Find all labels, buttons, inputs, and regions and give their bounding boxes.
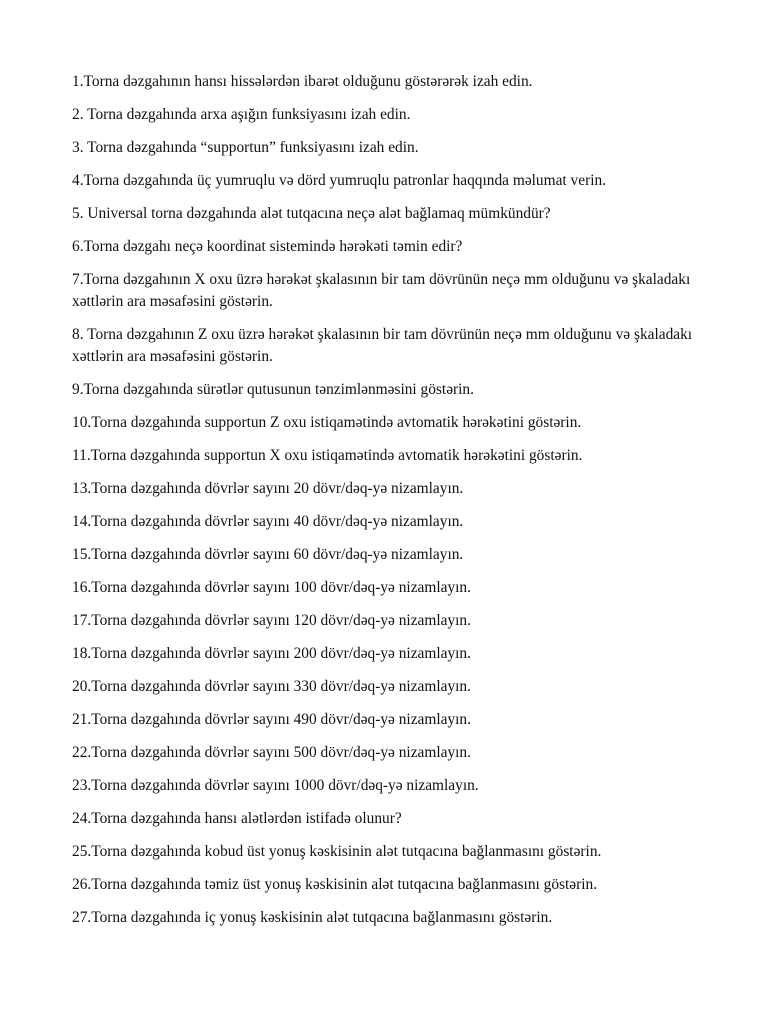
question-8: 8. Torna dəzgahının Z oxu üzrə hərəkət şkalasının bir tam dövrünün neçə mm olduğunu və şkaladakı xəttlərin ara məsafəsini göstərin. [72,326,693,365]
question-9: 9.Torna dəzgahında sürətlər qutusunun tənzimlənməsini göstərin. [72,381,474,398]
question-10: 10.Torna dəzgahında supportun Z oxu istiqamətində avtomatik hərəkətini göstərin. [72,414,582,431]
question-18: 18.Torna dəzgahında dövrlər sayını 200 dövr/dəq-yə nizamlayın. [72,645,471,662]
question-24: 24.Torna dəzgahında hansı alətlərdən istifadə olunur? [72,810,402,827]
question-2: 2. Torna dəzgahında arxa aşığın funksiyasını izah edin. [72,106,411,123]
question-11: 11.Torna dəzgahında supportun X oxu istiqamətində avtomatik hərəkətini göstərin. [72,447,583,464]
question-16: 16.Torna dəzgahında dövrlər sayını 100 dövr/dəq-yə nizamlayın. [72,579,471,596]
question-25: 25.Torna dəzgahında kobud üst yonuş kəskisinin alət tutqacına bağlanmasını göstərin. [72,843,602,860]
question-1: 1.Torna dəzgahının hansı hissələrdən ibarət olduğunu göstərərək izah edin. [72,73,533,90]
question-list [72,71,712,940]
question-27: 27.Torna dəzgahında iç yonuş kəskisinin alət tutqacına bağlanmasını göstərin. [72,909,553,926]
question-15: 15.Torna dəzgahında dövrlər sayını 60 dövr/dəq-yə nizamlayın. [72,546,464,563]
question-5: 5. Universal torna dəzgahında alət tutqacına neçə alət bağlamaq mümkündür? [72,205,551,222]
question-7: 7.Torna dəzgahının X oxu üzrə hərəkət şkalasının bir tam dövrünün neçə mm olduğunu və şkaladakı xəttlərin ara məsafəsini göstərin. [72,271,691,310]
question-14: 14.Torna dəzgahında dövrlər sayını 40 dövr/dəq-yə nizamlayın. [72,513,464,530]
question-26: 26.Torna dəzgahında təmiz üst yonuş kəskisinin alət tutqacına bağlanmasını göstərin. [72,876,598,893]
question-13: 13.Torna dəzgahında dövrlər sayını 20 dövr/dəq-yə nizamlayın. [72,480,464,497]
question-4: 4.Torna dəzgahında üç yumruqlu və dörd yumruqlu patronlar haqqında məlumat verin. [72,172,607,189]
question-3: 3. Torna dəzgahında “supportun” funksiyasını izah edin. [72,139,419,156]
question-6: 6.Torna dəzgahı neçə koordinat sistemində hərəkəti təmin edir? [72,238,463,255]
question-20: 20.Torna dəzgahında dövrlər sayını 330 dövr/dəq-yə nizamlayın. [72,678,471,695]
question-17: 17.Torna dəzgahında dövrlər sayını 120 dövr/dəq-yə nizamlayın. [72,612,471,629]
question-22: 22.Torna dəzgahında dövrlər sayını 500 dövr/dəq-yə nizamlayın. [72,744,471,761]
question-23: 23.Torna dəzgahında dövrlər sayını 1000 dövr/dəq-yə nizamlayın. [72,777,479,794]
question-21: 21.Torna dəzgahında dövrlər sayını 490 dövr/dəq-yə nizamlayın. [72,711,471,728]
